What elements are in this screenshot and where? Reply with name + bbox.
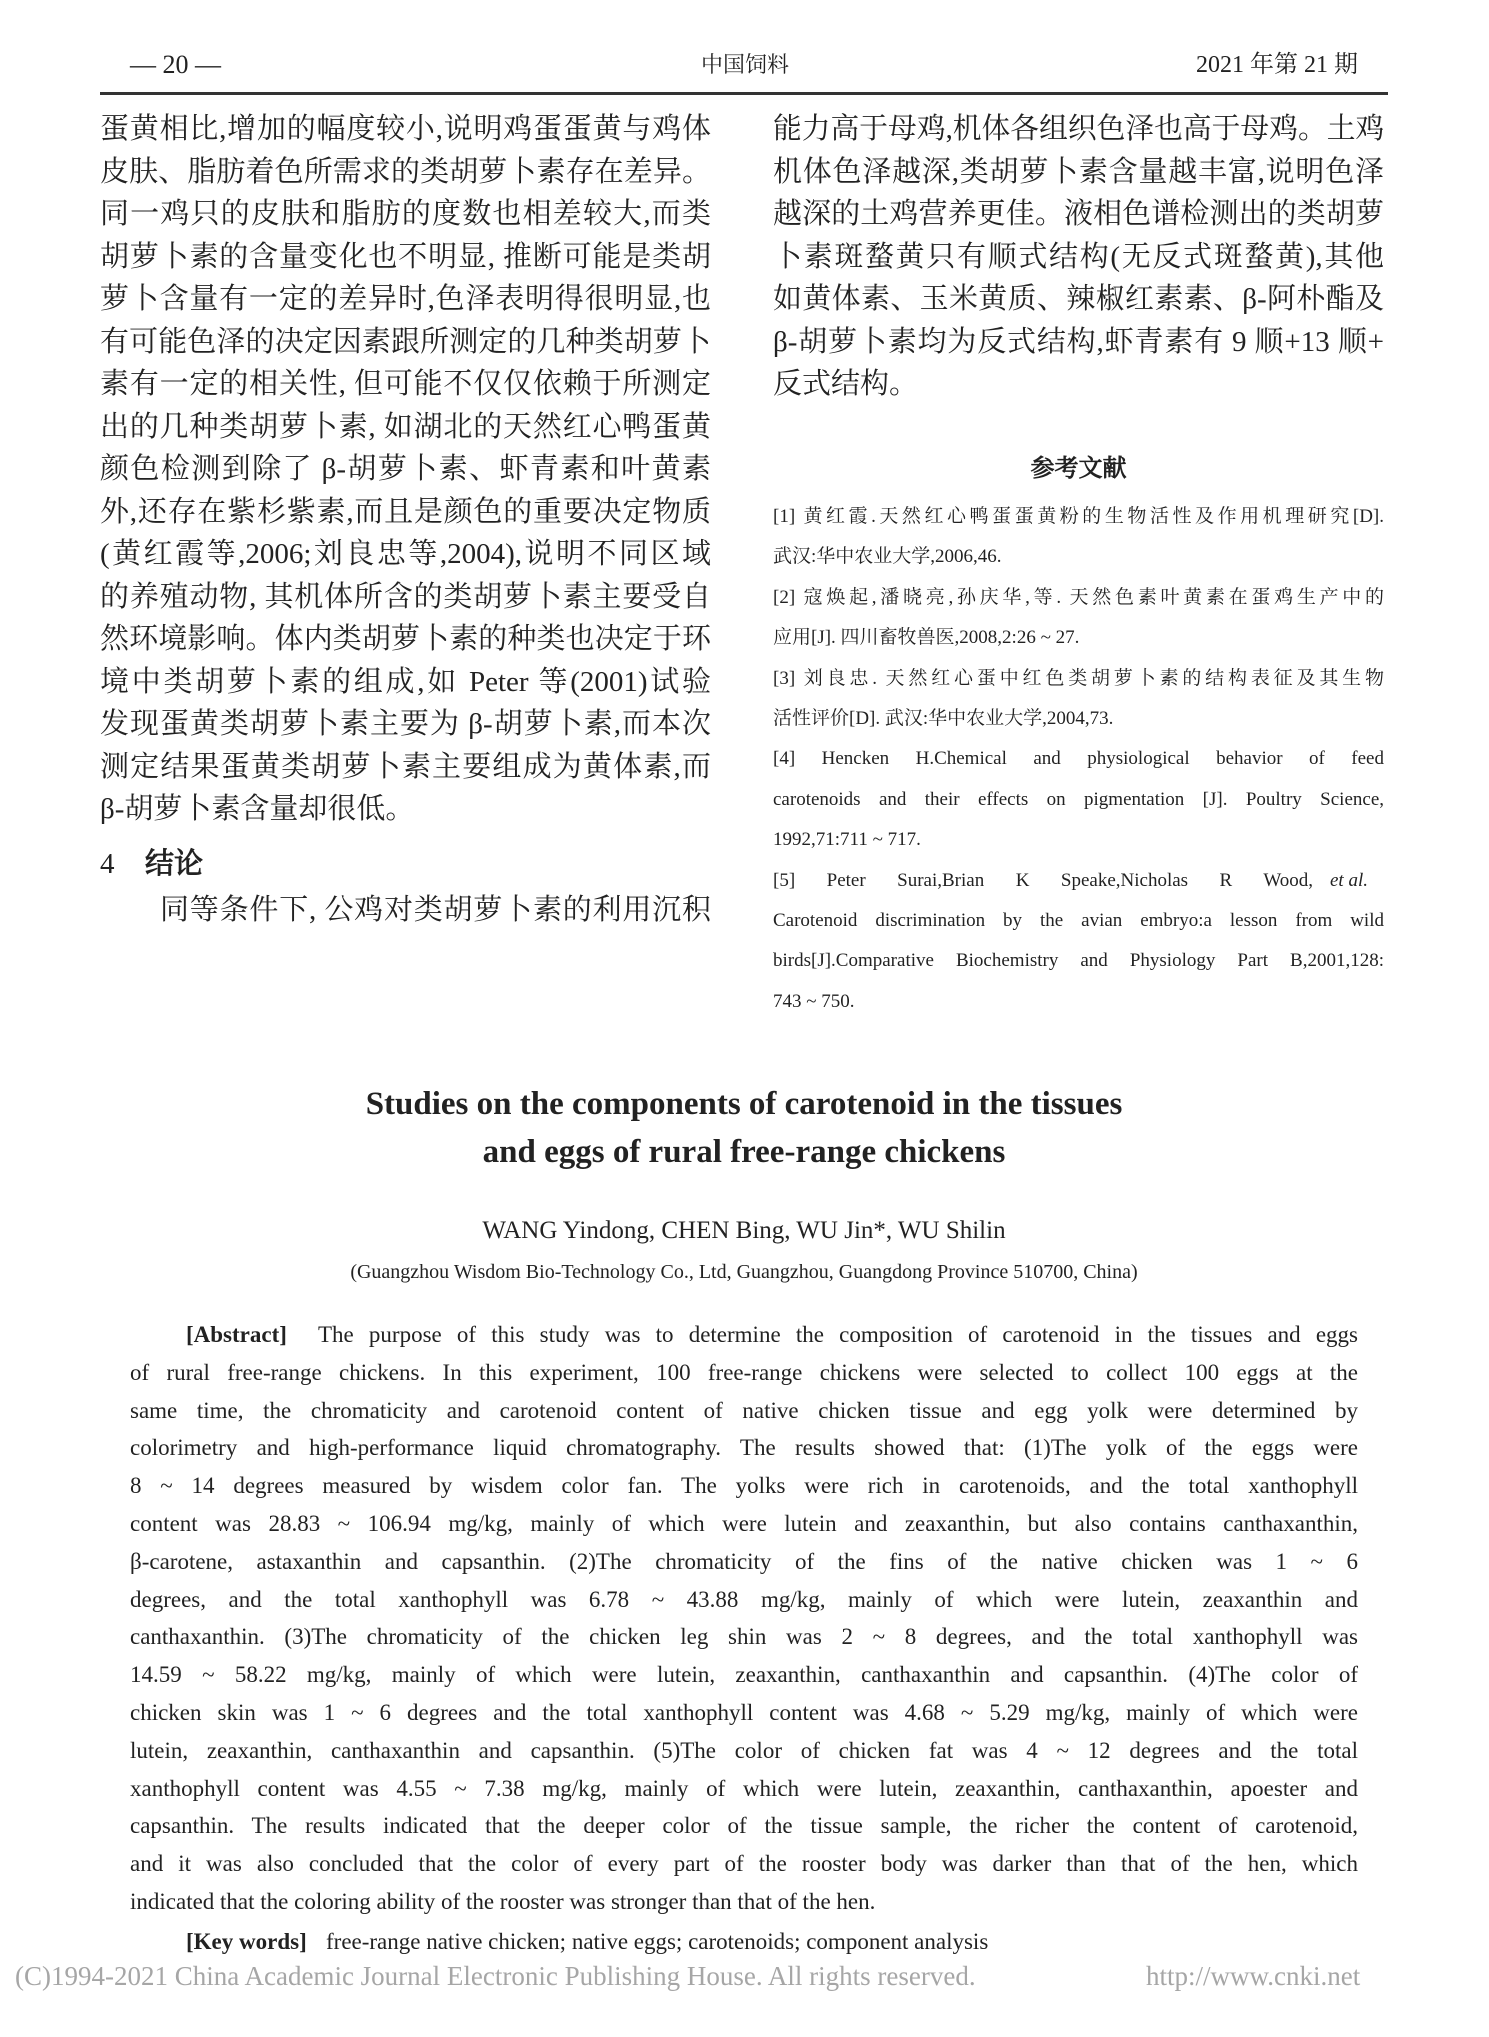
reference-line: 应用[J]. 四川畜牧兽医,2008,2:26 ~ 27. xyxy=(773,627,1080,649)
reference-line: 活性评价[D]. 武汉:华中农业大学,2004,73. xyxy=(773,708,1114,729)
body-line: 胡萝卜素的含量变化也不明显, 推断可能是类胡 xyxy=(100,240,711,273)
reference-line: 武汉:华中农业大学,2006,46. xyxy=(773,546,1002,568)
authors: WANG Yindong, CHEN Bing, WU Jin*, WU Shilin xyxy=(482,1217,1006,1244)
body-line: 素有一定的相关性, 但可能不仅仅依赖于所测定 xyxy=(100,368,711,400)
reference-line: [3] 刘良忠. 天然红心蛋中红色类胡萝卜素的结构表征及其生物 xyxy=(773,667,1384,689)
body-line: 如黄体素、玉米黄质、辣椒红素素、β-阿朴酯及 xyxy=(773,283,1384,315)
body-line: 卜素斑蝥黄只有顺式结构(无反式斑蝥黄),其他 xyxy=(773,240,1384,273)
abstract-line: degrees, and the total xanthophyll was 6.78 ~ 43.88 mg/kg, mainly of which were lutein, zeaxanthin and xyxy=(130,1586,1358,1612)
section-title: 结论 xyxy=(145,847,204,880)
issue-label: 2021 年第 21 期 xyxy=(1196,52,1358,78)
abstract-line: and it was also concluded that the color of every part of the rooster body was darker than that of the hen, which xyxy=(130,1851,1358,1877)
section-number: 4 xyxy=(100,847,115,880)
body-line: (黄红霞等,2006;刘良忠等,2004),说明不同区域 xyxy=(100,538,711,570)
body-line: 测定结果蛋黄类胡萝卜素主要组成为黄体素,而 xyxy=(100,750,711,783)
reference-line: [1] 黄红霞.天然红心鸭蛋蛋黄粉的生物活性及作用机理研究[D]. xyxy=(773,506,1384,527)
body-line: 境中类胡萝卜素的组成,如 Peter 等(2001)试验 xyxy=(100,665,711,698)
cnki-link[interactable]: http://www.cnki.net xyxy=(1146,1961,1361,1991)
body-line: 反式结构。 xyxy=(773,368,919,400)
header-rule xyxy=(100,92,1388,95)
abstract-line: of rural free-range chickens. In this experiment, 100 free-range chickens were selected to collect 100 eggs at the xyxy=(130,1359,1358,1385)
body-line: 同一鸡只的皮肤和脂肪的度数也相差较大,而类 xyxy=(100,198,711,230)
abstract-line: xanthophyll content was 4.55 ~ 7.38 mg/kg, mainly of which were lutein, zeaxanthin, canthaxanthin, apoester and xyxy=(130,1775,1358,1801)
english-title: Studies on the components of carotenoid in the tissues xyxy=(365,1086,1123,1122)
copyright-footer: (C)1994-2021 China Academic Journal Electronic Publishing House. All rights reserved. xyxy=(15,1961,976,1991)
body-line: 机体色泽越深,类胡萝卜素含量越丰富,说明色泽 xyxy=(773,155,1384,188)
abstract-line: 8 ~ 14 degrees measured by wisdem color fan. The yolks were rich in carotenoids, and the total xanthophyll xyxy=(130,1473,1358,1499)
body-line: 出的几种类胡萝卜素, 如湖北的天然红心鸭蛋黄 xyxy=(100,410,711,443)
reference-line: carotenoids and their effects on pigmentation [J]. Poultry Science, xyxy=(773,788,1384,810)
body-line: 同等条件下, 公鸡对类胡萝卜素的利用沉积 xyxy=(160,893,711,926)
abstract-line: lutein, zeaxanthin, canthaxanthin and capsanthin. (5)The color of chicken fat was 4 ~ 12 degrees and the total xyxy=(130,1737,1358,1763)
body-line: 外,还存在紫杉紫素,而且是颜色的重要决定物质 xyxy=(100,495,711,528)
abstract-label: [Abstract] xyxy=(186,1322,287,1347)
body-line: 发现蛋黄类胡萝卜素主要为 β-胡萝卜素,而本次 xyxy=(100,708,711,740)
body-line: 能力高于母鸡,机体各组织色泽也高于母鸡。土鸡 xyxy=(773,113,1385,145)
reference-line: [2] 寇焕起,潘晓亮,孙庆华,等. 天然色素叶黄素在蛋鸡生产中的 xyxy=(773,586,1384,608)
abstract-line: same time, the chromaticity and carotenoid content of native chicken tissue and egg yolk were determined by xyxy=(130,1397,1358,1423)
page-number: — 20 — xyxy=(130,50,221,79)
keywords-label: [Key words] xyxy=(186,1928,307,1954)
abstract-line: indicated that the coloring ability of the rooster was stronger than that of the hen. xyxy=(130,1889,876,1914)
body-line: 颜色检测到除了 β-胡萝卜素、虾青素和叶黄素 xyxy=(100,453,711,485)
reference-line: [4] Hencken H.Chemical and physiological behavior of feed xyxy=(773,748,1384,770)
abstract-line: β-carotene, astaxanthin and capsanthin. (2)The chromaticity of the fins of the native chicken was 1 ~ 6 xyxy=(130,1548,1358,1574)
english-title: and eggs of rural free-range chickens xyxy=(482,1134,1006,1170)
reference-line: [5] Peter Surai,Brian K Speake,Nicholas R Wood, xyxy=(773,869,1313,891)
et-al: et al. xyxy=(1330,869,1368,891)
keywords: free-range native chicken; native eggs; carotenoids; component analysis xyxy=(326,1928,989,1954)
body-line: β-胡萝卜素均为反式结构,虾青素有 9 顺+13 顺+ xyxy=(773,325,1384,358)
affiliation: (Guangzhou Wisdom Bio-Technology Co., Ltd, Guangzhou, Guangdong Province 510700, China) xyxy=(350,1261,1138,1283)
body-line: 萝卜含量有一定的差异时,色泽表明得很明显,也 xyxy=(100,283,711,315)
body-line: 的养殖动物, 其机体所含的类胡萝卜素主要受自 xyxy=(100,580,711,613)
abstract-line: canthaxanthin. (3)The chromaticity of the chicken leg shin was 2 ~ 8 degrees, and the total xanthophyll was xyxy=(130,1624,1358,1650)
abstract-line: colorimetry and high-performance liquid chromatography. The results showed that: (1)The yolk of the eggs were xyxy=(130,1435,1358,1461)
body-line: 皮肤、脂肪着色所需求的类胡萝卜素存在差异。 xyxy=(100,155,711,188)
journal-name: 中国饲料 xyxy=(700,52,789,77)
body-line: 有可能色泽的决定因素跟所测定的几种类胡萝卜 xyxy=(100,325,711,358)
abstract-line: content was 28.83 ~ 106.94 mg/kg, mainly of which were lutein and zeaxanthin, but also contains canthaxanthin, xyxy=(130,1511,1358,1536)
abstract-line: The purpose of this study was to determine the composition of carotenoid in the tissues and eggs xyxy=(318,1322,1358,1347)
body-line: β-胡萝卜素含量却很低。 xyxy=(100,793,415,825)
reference-line: Carotenoid discrimination by the avian embryo:a lesson from wild xyxy=(773,910,1384,931)
body-line: 蛋黄相比,增加的幅度较小,说明鸡蛋蛋黄与鸡体 xyxy=(100,113,711,145)
reference-line: 1992,71:711 ~ 717. xyxy=(773,829,921,851)
abstract-line: 14.59 ~ 58.22 mg/kg, mainly of which were lutein, zeaxanthin, canthaxanthin and capsanthin. (4)The color of xyxy=(130,1662,1358,1688)
abstract-line: chicken skin was 1 ~ 6 degrees and the total xanthophyll content was 4.68 ~ 5.29 mg/kg, mainly of which were xyxy=(130,1700,1358,1725)
body-line: 然环境影响。体内类胡萝卜素的种类也决定于环 xyxy=(100,623,711,655)
abstract-line: capsanthin. The results indicated that the deeper color of the tissue sample, the richer the content of carotenoid, xyxy=(130,1813,1358,1839)
body-line: 越深的土鸡营养更佳。液相色谱检测出的类胡萝 xyxy=(773,198,1384,230)
reference-line: birds[J].Comparative Biochemistry and Physiology Part B,2001,128: xyxy=(773,950,1384,972)
reference-line: 743 ~ 750. xyxy=(773,990,855,1012)
references-title: 参考文献 xyxy=(1030,456,1127,482)
